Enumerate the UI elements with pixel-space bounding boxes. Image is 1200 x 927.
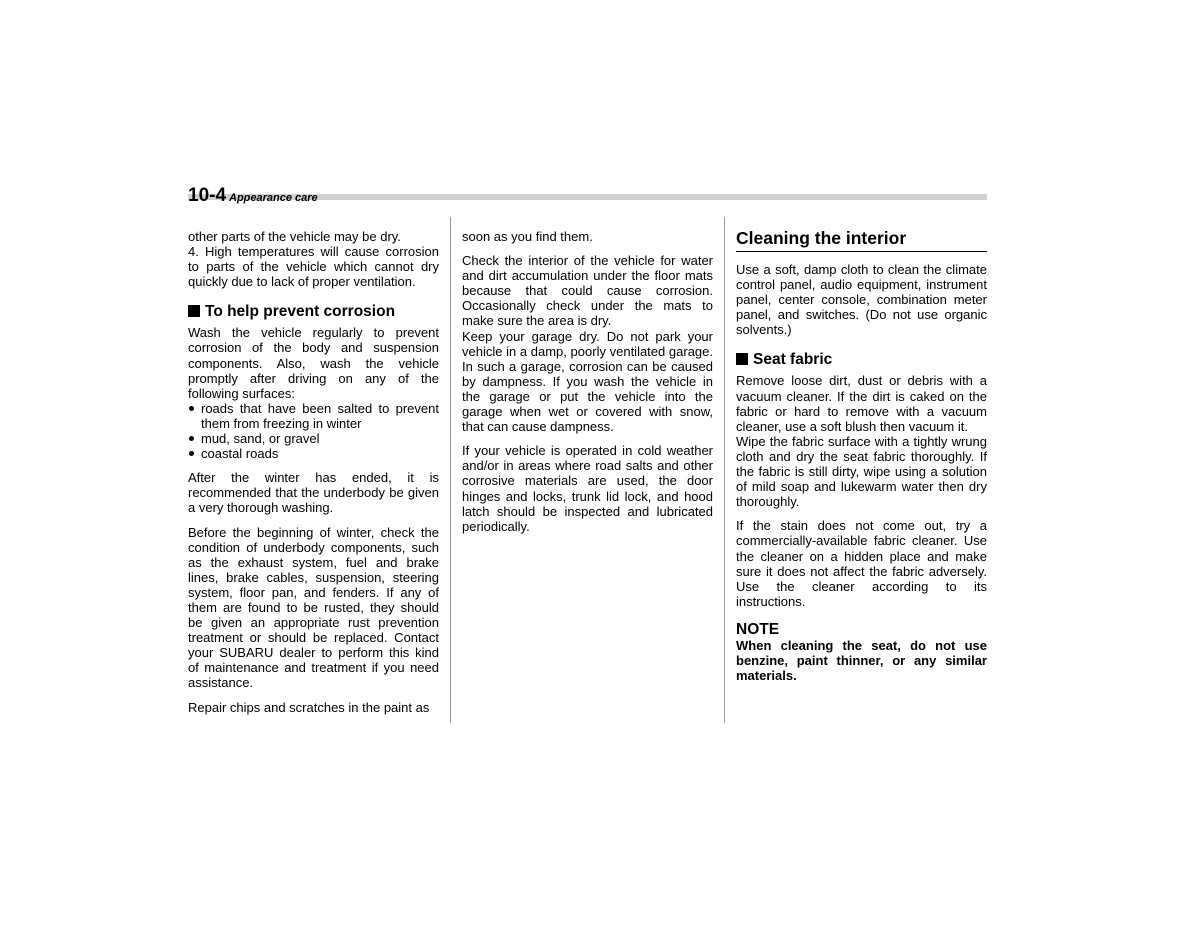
square-bullet-icon xyxy=(188,305,200,317)
paragraph: Wash the vehicle regularly to prevent corrosion of the body and suspension components. Also, wash the vehicle promptly after driving on any of the following surfaces: xyxy=(188,325,439,401)
sub-heading: Seat fabric xyxy=(736,351,987,369)
paragraph: If your vehicle is operated in cold weather and/or in areas where road salts and other corrosive materials are used, the door hinges and locks, trunk lid lock, and hood latch should be inspected and lubricated periodically. xyxy=(462,443,713,534)
paragraph: Repair chips and scratches in the paint as xyxy=(188,699,430,715)
paragraph: other parts of the vehicle may be dry. xyxy=(188,229,401,244)
column-divider xyxy=(724,217,725,723)
bullet-list xyxy=(188,401,439,461)
paragraph: After the winter has ended, it is recommended that the underbody be given a very thorough washing. xyxy=(188,470,439,516)
paragraph: 4. High temperatures will cause corrosion to parts of the vehicle which cannot dry quickly due to lack of proper ventilation. xyxy=(188,244,439,290)
sub-heading: To help prevent corrosion xyxy=(188,303,439,321)
column-right xyxy=(736,229,987,683)
square-bullet-icon xyxy=(736,353,748,365)
section-heading: Cleaning the interior xyxy=(736,228,987,252)
column-divider xyxy=(450,217,451,723)
note-body: When cleaning the seat, do not use benzine, paint thinner, or any similar materials. xyxy=(736,637,987,684)
paragraph: Keep your garage dry. Do not park your vehicle in a damp, poorly ventilated garage. In such a garage, corrosion can be caused by dampness. If you wash the vehicle in the garage or put the vehicle into the garage when wet or covered with snow, that can cause dampness. xyxy=(462,328,713,435)
list-item: coastal roads xyxy=(188,446,439,461)
paragraph: Use a soft, damp cloth to clean the climate control panel, audio equipment, instrument panel, center console, combination meter panel, and switches. (Do not use organic solvents.) xyxy=(736,262,987,338)
list-item: roads that have been salted to prevent them from freezing in winter xyxy=(188,401,439,431)
page-number: 10-4 xyxy=(188,185,227,206)
section-title: Appearance care xyxy=(229,192,318,204)
column-middle xyxy=(462,229,713,534)
paragraph: soon as you find them. xyxy=(462,229,593,244)
paragraph: Check the interior of the vehicle for water and dirt accumulation under the floor mats because that could cause corrosion. Occasionally check under the mats to make sure the area is dry. xyxy=(462,253,713,329)
paragraph: If the stain does not come out, try a commercially-available fabric cleaner. Use the cleaner on a hidden place and make sure it does not affect the fabric adversely. Use the cleaner according to its instructions. xyxy=(736,518,987,609)
note-heading: NOTE xyxy=(736,620,780,638)
paragraph: Remove loose dirt, dust or debris with a vacuum cleaner. If the dirt is caked on the fabric or hard to remove with a vacuum cleaner, use a soft blush then vacuum it. xyxy=(736,373,987,434)
paragraph: Wipe the fabric surface with a tightly wrung cloth and dry the seat fabric thoroughly. If the fabric is still dirty, wipe using a solution of mild soap and lukewarm water then dry thoroughly. xyxy=(736,433,987,510)
list-item: mud, sand, or gravel xyxy=(188,431,439,446)
column-left xyxy=(188,229,439,715)
paragraph: Before the beginning of winter, check the condition of underbody components, such as the exhaust system, fuel and brake lines, brake cables, suspension, steering system, floor pan, and fenders. If any of them are found to be rusted, they should be given an appropriate rust prevention treatment or should be replaced. Contact your SUBARU dealer to perform this kind of maintenance and treatment if you need assistance. xyxy=(188,524,439,691)
